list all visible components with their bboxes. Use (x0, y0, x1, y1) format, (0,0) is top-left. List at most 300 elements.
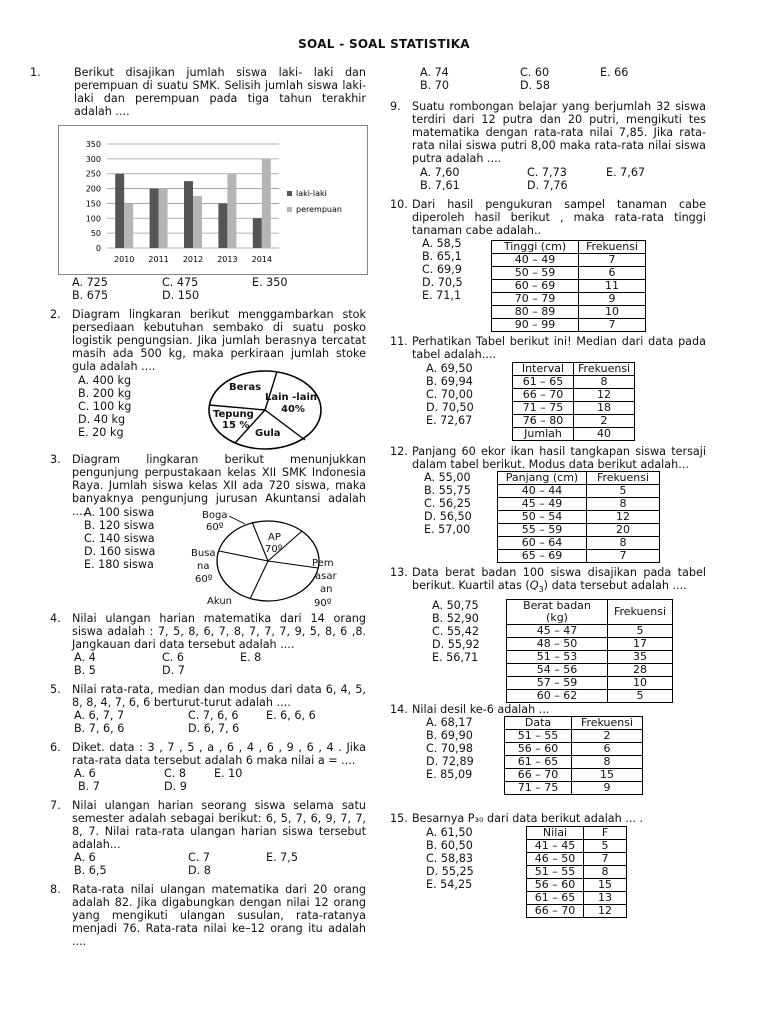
table-row (498, 537, 660, 550)
option-d[interactable]: D. 55,25 (426, 865, 474, 878)
bar-perempuan (227, 174, 236, 248)
class-interval-cell: 48 – 50 (507, 638, 608, 651)
table-row (527, 840, 627, 853)
frequency-cell: 15 (584, 879, 627, 892)
frequency-cell: 17 (608, 638, 673, 651)
frequency-cell: 5 (587, 485, 660, 498)
option-e[interactable]: E. 54,25 (426, 878, 473, 891)
table-row (492, 293, 646, 306)
question-14 (390, 703, 706, 716)
q11-options (426, 362, 474, 427)
y-tick-label: 0 (95, 244, 101, 253)
frequency-cell: 8 (574, 376, 635, 389)
option-e[interactable]: E. 350 (252, 276, 288, 289)
frequency-cell: 8 (584, 866, 627, 879)
option-a[interactable]: A. 55,00 (424, 471, 471, 484)
frequency-cell: 11 (579, 280, 646, 293)
option-b[interactable]: B. 7, 6, 6 (74, 722, 125, 735)
question-1 (30, 66, 366, 118)
option-a[interactable]: A. 58,5 (422, 237, 462, 250)
table-row (505, 782, 643, 795)
pie-label-busana-1: Busa (191, 548, 216, 559)
option-d[interactable]: D. 8 (188, 864, 211, 877)
table-row (507, 638, 673, 651)
column-header: Data (505, 717, 572, 730)
page-title: SOAL - SOAL STATISTIKA (298, 37, 470, 51)
question-text: Perhatikan Tabel berikut ini! Median dari data pada tabel adalah.... (412, 335, 706, 361)
frequency-cell: 2 (574, 415, 635, 428)
table-row (527, 905, 627, 918)
frequency-cell: 5 (608, 690, 673, 703)
pie-label-pemasaran-3: an (320, 584, 333, 595)
pie-label-pemasaran-deg: 90º (314, 598, 332, 609)
column-header: Nilai (527, 827, 584, 840)
q10-table (491, 240, 646, 332)
option-e[interactable]: E. 56,71 (432, 651, 479, 664)
option-b[interactable]: B. 7 (78, 780, 100, 793)
column-header: Frekuensi (572, 717, 643, 730)
class-interval-cell: 55 – 59 (498, 524, 587, 537)
option-c[interactable]: C. 60 (520, 66, 550, 79)
class-interval-cell: 60 – 69 (492, 280, 579, 293)
frequency-cell: 18 (574, 402, 635, 415)
quartile-subscript: 3 (538, 585, 544, 595)
bar-laki-laki (184, 181, 193, 248)
question-number: 12. (390, 445, 408, 458)
x-tick-label: 2012 (182, 255, 204, 264)
pie-label-gula: Gula (255, 428, 281, 439)
class-interval-cell: 41 – 45 (527, 840, 584, 853)
table-row (492, 280, 646, 293)
class-interval-cell: 61 – 65 (527, 892, 584, 905)
option-b[interactable]: B. 6,5 (74, 864, 107, 877)
option-d[interactable]: D. 150 (162, 289, 200, 302)
table-header-row (527, 827, 627, 840)
option-b[interactable]: B. 70 (420, 79, 450, 92)
option-c[interactable]: C. 7 (188, 851, 211, 864)
question-text-part-2: ) data tersebut adalah .... (543, 579, 687, 592)
option-d[interactable]: D. 58 (520, 79, 550, 92)
option-a[interactable]: A. 50,75 (432, 599, 479, 612)
table-row (492, 254, 646, 267)
option-a[interactable]: A. 4 (74, 651, 96, 664)
option-a[interactable]: A. 61,50 (426, 826, 473, 839)
q7-options (74, 851, 364, 879)
bar-laki-laki (253, 218, 262, 248)
pie-label-tepung-pct: 15 % (222, 420, 250, 431)
table-row (505, 756, 643, 769)
table-row (498, 498, 660, 511)
frequency-cell: 40 (574, 428, 635, 441)
class-interval-cell: 54 – 56 (507, 664, 608, 677)
class-interval-cell: 57 – 59 (507, 677, 608, 690)
y-tick-label: 50 (90, 229, 101, 239)
q10-options (422, 237, 463, 302)
class-interval-cell: 65 – 69 (498, 550, 587, 563)
pie-label-busana-deg: 60º (195, 574, 213, 585)
q15-options (426, 826, 474, 891)
question-text: Besarnya P₃₀ dari data berikut adalah ... . (412, 812, 644, 825)
option-d[interactable]: D. 6, 7, 6 (188, 722, 240, 735)
question-6 (50, 741, 366, 767)
frequency-cell: 20 (587, 524, 660, 537)
class-interval-cell: 76 – 80 (513, 415, 574, 428)
bar-laki-laki (150, 189, 159, 248)
table-row (498, 550, 660, 563)
table-row (507, 625, 673, 638)
table-header-row (498, 472, 660, 485)
option-e[interactable]: E. 8 (240, 651, 262, 664)
option-b[interactable]: B. 675 (72, 289, 109, 302)
table-row (527, 892, 627, 905)
q4-options (74, 651, 364, 679)
legend-swatch (287, 207, 292, 212)
question-2 (50, 308, 366, 373)
q5-options (74, 709, 364, 737)
table-row (492, 267, 646, 280)
column-header: Interval (513, 363, 574, 376)
table-row (527, 879, 627, 892)
pie-label-lain-lain-pct: 40% (281, 404, 305, 415)
question-text: Nilai rata-rata, median dan modus dari data 6, 4, 5, 8, 8, 4, 7, 6, 6 berturut-turut adalah .... (72, 683, 366, 709)
option-a[interactable]: A. 100 siswa (84, 506, 155, 519)
q2-options (78, 374, 131, 439)
option-a[interactable]: A. 6, 7, 7 (74, 709, 125, 722)
question-text: Diagram lingkaran berikut menggambarkan stok persediaan kebutuhan sembako di suatu posko logistik pengungsian. Jika jumlah berasnya tercatat masih ada 500 kg, maka perkiraan jumlah stoke gula adalah .... (72, 308, 366, 373)
option-e[interactable]: E. 6, 6, 6 (266, 709, 316, 722)
q1-options (72, 276, 362, 304)
question-7 (50, 799, 366, 851)
table-header-row (505, 717, 643, 730)
frequency-cell: 7 (587, 550, 660, 563)
q14-options (426, 716, 474, 781)
question-text: Diagram lingkaran berikut menunjukkan pengunjung perpustakaan kelas XII SMK Indonesia Raya. Jumlah siswa kelas XII ada 720 siswa, maka banyaknya pengunjung jurusan Akuntansi adalah .... (72, 453, 366, 518)
table-row (492, 306, 646, 319)
frequency-cell: 9 (579, 293, 646, 306)
question-text (412, 566, 706, 596)
question-4 (50, 612, 366, 651)
class-interval-cell: 50 – 59 (492, 267, 579, 280)
option-b[interactable]: B. 65,1 (422, 250, 462, 263)
question-text: Dari hasil pengukuran sampel tanaman cabe diperoleh hasil berikut , maka rata-rata tinggi tanaman cabe adalah.. (412, 198, 706, 237)
option-c[interactable]: C. 475 (162, 276, 199, 289)
option-d[interactable]: D. 160 siswa (84, 545, 156, 558)
column-header: Berat badan (kg) (507, 600, 608, 625)
option-e[interactable]: E. 20 kg (78, 426, 124, 439)
option-d[interactable]: D. 70,50 (426, 401, 474, 414)
question-number: 5. (50, 683, 61, 696)
class-interval-cell: 66 – 70 (513, 389, 574, 402)
table-row (505, 743, 643, 756)
question-number: 11. (390, 335, 408, 348)
q13-table (506, 599, 673, 703)
question-text-part-1: Data berat badan 100 siswa disajikan pada tabel berikut. Kuartil atas ( (412, 566, 706, 592)
table-row (498, 524, 660, 537)
option-b[interactable]: B. 69,90 (426, 729, 473, 742)
table-header-row (507, 600, 673, 625)
class-interval-cell: 71 – 75 (513, 402, 574, 415)
question-number: 14. (390, 703, 408, 716)
option-b[interactable]: B. 5 (74, 664, 96, 677)
option-c[interactable]: C. 7,73 (527, 166, 567, 179)
class-interval-cell: 51 – 53 (507, 651, 608, 664)
table-row (527, 866, 627, 879)
frequency-cell: 7 (584, 853, 627, 866)
option-b[interactable]: B. 60,50 (426, 839, 473, 852)
q8-options (420, 66, 720, 94)
option-d[interactable]: D. 7 (162, 664, 185, 677)
option-c[interactable]: C. 8 (164, 767, 187, 780)
q13-options (432, 599, 480, 664)
pie-label-ap: AP (268, 532, 281, 543)
question-12 (390, 445, 706, 471)
class-interval-cell: 80 – 89 (492, 306, 579, 319)
frequency-cell: 5 (608, 625, 673, 638)
legend-label: perempuan (296, 205, 342, 214)
question-number: 6. (50, 741, 61, 754)
option-d[interactable]: D. 72,89 (426, 755, 474, 768)
question-text: Berikut disajikan jumlah siswa laki- laki dan perempuan di suatu SMK. Selisih jumlah siswa laki-laki dan perempuan pada tiga tahun terakhir adalah .... (74, 66, 366, 118)
question-number: 7. (50, 799, 61, 812)
q14-table (504, 716, 643, 795)
option-d[interactable]: D. 70,5 (422, 276, 463, 289)
question-11 (390, 335, 706, 361)
table-row (505, 730, 643, 743)
question-15 (390, 812, 706, 825)
table-header-row (513, 363, 635, 376)
option-a[interactable]: A. 69,50 (426, 362, 473, 375)
class-interval-cell: 45 – 47 (507, 625, 608, 638)
y-tick-label: 300 (85, 154, 101, 164)
option-d[interactable]: D. 40 kg (78, 413, 126, 426)
legend-label: laki-laki (296, 189, 327, 198)
x-tick-label: 2014 (251, 255, 272, 264)
pie-label-boga: Boga (202, 510, 228, 521)
question-10 (390, 198, 706, 237)
frequency-cell: 12 (584, 905, 627, 918)
q12-table (497, 471, 660, 563)
table-row (527, 853, 627, 866)
bar-perempuan (124, 203, 133, 248)
pie-label-busana-2: na (197, 561, 210, 572)
option-c[interactable]: C. 58,83 (426, 852, 473, 865)
pie-chart-perpustakaan (212, 516, 324, 606)
question-number: 3. (50, 453, 61, 466)
column-header: Frekuensi (579, 241, 646, 254)
class-interval-cell: 90 – 99 (492, 319, 579, 332)
class-interval-cell: 61 – 65 (513, 376, 574, 389)
option-e[interactable]: E. 71,1 (422, 289, 462, 302)
legend-swatch (287, 191, 292, 196)
frequency-cell: 8 (587, 498, 660, 511)
question-text: Panjang 60 ekor ikan hasil tangkapan siswa tersaji dalam tabel berikut. Modus data berikut adalah... (412, 445, 706, 471)
class-interval-cell: 50 – 54 (498, 511, 587, 524)
frequency-cell: 28 (608, 664, 673, 677)
option-c[interactable]: C. 69,9 (422, 263, 462, 276)
question-number: 13. (390, 566, 408, 579)
class-interval-cell: 61 – 65 (505, 756, 572, 769)
class-interval-cell: 70 – 79 (492, 293, 579, 306)
question-8 (50, 883, 366, 948)
class-interval-cell: 60 – 62 (507, 690, 608, 703)
option-a[interactable]: A. 74 (420, 66, 449, 79)
option-c[interactable]: C. 100 kg (78, 400, 132, 413)
option-d[interactable]: D. 56,50 (424, 510, 472, 523)
pie-label-beras: Beras (229, 382, 262, 393)
option-e[interactable]: E. 180 siswa (84, 558, 154, 571)
option-b[interactable]: B. 200 kg (78, 387, 132, 400)
frequency-cell: 9 (572, 782, 643, 795)
question-number: 8. (50, 883, 61, 896)
frequency-cell: 2 (572, 730, 643, 743)
frequency-cell: 8 (587, 537, 660, 550)
option-c[interactable]: C. 6 (162, 651, 185, 664)
question-number: 2. (50, 308, 61, 321)
option-c[interactable]: C. 55,42 (432, 625, 479, 638)
question-text: Suatu rombongan belajar yang berjumlah 32 siswa terdiri dari 12 putra dan 20 putri, mengikuti tes matematika dengan rata-rata nilai 7,85. Jika rata-rata nilai siswa putri 8,00 maka rata-rata nilai siswa putra adalah .... (412, 100, 706, 165)
bar-chart (58, 125, 368, 275)
option-a[interactable]: A. 68,17 (426, 716, 473, 729)
frequency-cell: 10 (579, 306, 646, 319)
question-number: 10. (390, 198, 408, 211)
q9-options (420, 166, 710, 194)
option-d[interactable]: D. 7,76 (527, 179, 568, 192)
question-text: Nilai desil ke-6 adalah ... (412, 703, 550, 716)
pie-label-ap-deg: 70º (265, 544, 283, 555)
option-e[interactable]: E. 57,00 (424, 523, 471, 536)
y-tick-label: 250 (85, 169, 101, 179)
pie-label-pemasaran-1: Pem (312, 558, 334, 569)
option-e[interactable]: E. 66 (600, 66, 629, 79)
option-b[interactable]: B. 120 siswa (84, 519, 155, 532)
class-interval-cell: 51 – 55 (527, 866, 584, 879)
option-b[interactable]: B. 52,90 (432, 612, 479, 625)
bar-chart-svg (59, 126, 367, 274)
class-interval-cell: 40 – 44 (498, 485, 587, 498)
option-e[interactable]: E. 85,09 (426, 768, 473, 781)
class-interval-cell: 46 – 50 (527, 853, 584, 866)
table-row (498, 511, 660, 524)
option-e[interactable]: E. 10 (214, 767, 243, 780)
column-header: F (584, 827, 627, 840)
column-header: Tinggi (cm) (492, 241, 579, 254)
q11-table (512, 362, 635, 441)
table-row (507, 664, 673, 677)
class-interval-cell: Jumlah (513, 428, 574, 441)
table-row (507, 677, 673, 690)
question-number: 4. (50, 612, 61, 625)
x-tick-label: 2013 (217, 255, 238, 264)
x-tick-label: 2010 (114, 255, 135, 264)
frequency-cell: 5 (584, 840, 627, 853)
question-text: Diket. data : 3 , 7 , 5 , a , 6 , 4 , 6 , 9 , 6 , 4 . Jika rata-rata data tersebut adalah 6 maka nilai a = .... (72, 741, 366, 767)
table-row (513, 376, 635, 389)
class-interval-cell: 56 – 60 (527, 879, 584, 892)
frequency-cell: 7 (579, 254, 646, 267)
option-a[interactable]: A. 6 (74, 851, 96, 864)
option-a[interactable]: A. 725 (72, 276, 108, 289)
x-tick-label: 2011 (148, 255, 169, 264)
pie-label-tepung: Tepung (213, 409, 254, 420)
table-row (492, 319, 646, 332)
class-interval-cell: 56 – 60 (505, 743, 572, 756)
option-e[interactable]: E. 7,67 (606, 166, 646, 179)
question-9 (390, 100, 706, 165)
q12-options (424, 471, 472, 536)
class-interval-cell: 66 – 70 (505, 769, 572, 782)
y-tick-label: 150 (85, 199, 101, 209)
pie-label-boga-deg: 60º (206, 522, 224, 533)
class-interval-cell: 40 – 49 (492, 254, 579, 267)
option-e[interactable]: E. 7,5 (266, 851, 298, 864)
option-c[interactable]: C. 7, 6, 6 (188, 709, 239, 722)
table-row (507, 651, 673, 664)
table-row (513, 428, 635, 441)
option-c[interactable]: C. 56,25 (424, 497, 471, 510)
option-a[interactable]: A. 7,60 (420, 166, 460, 179)
class-interval-cell: 51 – 55 (505, 730, 572, 743)
frequency-cell: 12 (574, 389, 635, 402)
option-e[interactable]: E. 72,67 (426, 414, 473, 427)
bar-laki-laki (115, 174, 124, 248)
table-header-row (492, 241, 646, 254)
class-interval-cell: 71 – 75 (505, 782, 572, 795)
option-c[interactable]: C. 70,98 (426, 742, 473, 755)
frequency-cell: 15 (572, 769, 643, 782)
frequency-cell: 12 (587, 511, 660, 524)
option-c[interactable]: C. 140 siswa (84, 532, 155, 545)
pie-label-akuntansi: Akun (207, 596, 232, 607)
frequency-cell: 7 (579, 319, 646, 332)
question-text: Rata-rata nilai ulangan matematika dari 20 orang adalah 82. Jika digabungkan dengan nilai 12 orang yang mengikuti ulangan susulan, rata-ratanya menjadi 76. Rata-rata nilai ke–12 orang itu adalah .... (72, 883, 366, 948)
question-text: Nilai ulangan harian seorang siswa selama satu semester adalah sebagai berikut: 6, 5, 7, 6, 9, 7, 7, 8, 7. Nilai rata-rata ulangan harian siswa tersebut adalah... (72, 799, 366, 851)
frequency-cell: 13 (584, 892, 627, 905)
column-header: Frekuensi (608, 600, 673, 625)
bar-laki-laki (218, 203, 227, 248)
question-number: 1. (30, 66, 41, 79)
table-row (513, 389, 635, 402)
bar-perempuan (262, 159, 271, 248)
q3-options (84, 506, 155, 571)
class-interval-cell: 60 – 64 (498, 537, 587, 550)
frequency-cell: 10 (608, 677, 673, 690)
option-a[interactable]: A. 400 kg (78, 374, 132, 387)
class-interval-cell: 45 – 49 (498, 498, 587, 511)
option-d[interactable]: D. 55,92 (432, 638, 480, 651)
table-row (513, 415, 635, 428)
class-interval-cell: 66 – 70 (527, 905, 584, 918)
option-d[interactable]: D. 9 (164, 780, 187, 793)
y-tick-label: 200 (85, 184, 101, 194)
option-c[interactable]: C. 70,00 (426, 388, 473, 401)
frequency-cell: 6 (572, 743, 643, 756)
column-header: Frekuensi (587, 472, 660, 485)
frequency-cell: 35 (608, 651, 673, 664)
y-tick-label: 100 (85, 214, 101, 224)
y-tick-label: 350 (85, 140, 101, 149)
frequency-cell: 6 (579, 267, 646, 280)
option-b[interactable]: B. 7,61 (420, 179, 460, 192)
table-row (513, 402, 635, 415)
option-b[interactable]: B. 69,94 (426, 375, 473, 388)
option-a[interactable]: A. 6 (74, 767, 96, 780)
option-b[interactable]: B. 55,75 (424, 484, 471, 497)
question-text: Nilai ulangan harian matematika dari 14 orang siswa adalah : 7, 5, 8, 6, 7, 8, 7, 7, 7, 9, 5, 8, 6 ,8. Jangkauan dari data tersebut adalah .... (72, 612, 366, 651)
bar-perempuan (193, 196, 202, 248)
frequency-cell: 8 (572, 756, 643, 769)
q6-options (74, 767, 364, 795)
question-number: 15. (390, 812, 408, 825)
